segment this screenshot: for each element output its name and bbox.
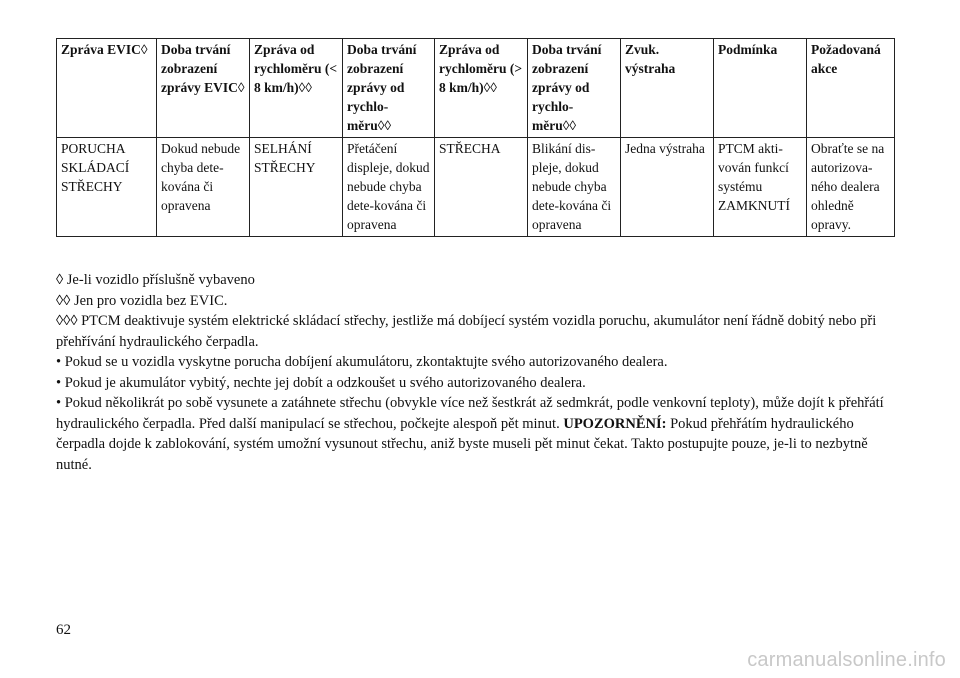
cell-speedo-high-duration: Blikání dis-pleje, dokud nebude chyba dete-kována či opravena bbox=[528, 138, 621, 237]
warning-table-section bbox=[56, 38, 894, 237]
header-speedo-high-message: Zpráva od rychloměru (> 8 km/h)◊◊ bbox=[435, 39, 528, 138]
table-row bbox=[57, 138, 895, 237]
cell-required-action: Obraťte se na autorizova-ného dealera ohledně opravy. bbox=[807, 138, 895, 237]
warning-messages-table bbox=[56, 38, 895, 237]
cell-evic-duration: Dokud nebude chyba dete-kována či opravena bbox=[157, 138, 250, 237]
header-speedo-low-message: Zpráva od rychloměru (< 8 km/h)◊◊ bbox=[250, 39, 343, 138]
bullet-pump-overheat bbox=[56, 393, 906, 475]
header-condition: Podmínka bbox=[714, 39, 807, 138]
header-evic-duration: Doba trvání zobrazení zprávy EVIC◊ bbox=[157, 39, 250, 138]
table-header-row bbox=[57, 39, 895, 138]
bullet-pump-overheat-warning-text: Pokud přehřátím hydraulického čerpadla dojde k zablokování, systém umožní vysunout střechu, aniž byste museli pět minut čekat. Takto postupujte pouze, je-li to nezbytně nutné. bbox=[56, 415, 868, 473]
warning-label: UPOZORNĚNÍ: bbox=[563, 415, 667, 432]
header-evic-message: Zpráva EVIC◊ bbox=[57, 39, 157, 138]
cell-chime: Jedna výstraha bbox=[621, 138, 714, 237]
header-speedo-low-duration: Doba trvání zobrazení zprávy od rychlo-měru◊◊ bbox=[343, 39, 435, 138]
footnote-no-evic: ◊◊ Jen pro vozidla bez EVIC. bbox=[56, 292, 228, 309]
bullet-pump-overheat-text: • Pokud několikrát po sobě vysunete a zatáhnete střechu (obvykle více než šestkrát až sedmkrát, podle venkovní teploty), může dojít k přehřátí hydraulického čerpadla. Před další manipulací se střechou, počkejte alespoň pět minut. bbox=[56, 395, 884, 432]
header-required-action: Požadovaná akce bbox=[807, 39, 895, 138]
footnotes bbox=[56, 270, 906, 475]
page-number: 62 bbox=[56, 622, 71, 638]
cell-speedo-high-message: STŘECHA bbox=[435, 138, 528, 237]
footnote-ptcm: ◊◊◊ PTCM deaktivuje systém elektrické skládací střechy, jestliže má dobíjecí systém vozidla poruchu, akumulátor není řádně dobitý nebo při přehřívání hydraulického čerpadla. bbox=[56, 313, 877, 350]
cell-condition: PTCM akti-vován funkcí systému ZAMKNUTÍ bbox=[714, 138, 807, 237]
header-speedo-high-duration: Doba trvání zobrazení zprávy od rychlo-měru◊◊ bbox=[528, 39, 621, 138]
bullet-charging-fault: • Pokud se u vozidla vyskytne porucha dobíjení akumulátoru, zkontaktujte svého autorizovaného dealera. bbox=[56, 354, 668, 370]
header-chime: Zvuk. výstraha bbox=[621, 39, 714, 138]
bullet-battery-discharged: • Pokud je akumulátor vybitý, nechte jej dobít a odzkoušet u svého autorizovaného dealera. bbox=[56, 374, 586, 391]
watermark: carmanualsonline.info bbox=[747, 649, 946, 671]
cell-evic-message: PORUCHA SKLÁDACÍ STŘECHY bbox=[57, 138, 157, 237]
footnote-equipped: ◊ Je-li vozidlo příslušně vybaveno bbox=[56, 272, 255, 288]
cell-speedo-low-duration: Přetáčení displeje, dokud nebude chyba dete-kována či opravena bbox=[343, 138, 435, 237]
cell-speedo-low-message: SELHÁNÍ STŘECHY bbox=[250, 138, 343, 237]
